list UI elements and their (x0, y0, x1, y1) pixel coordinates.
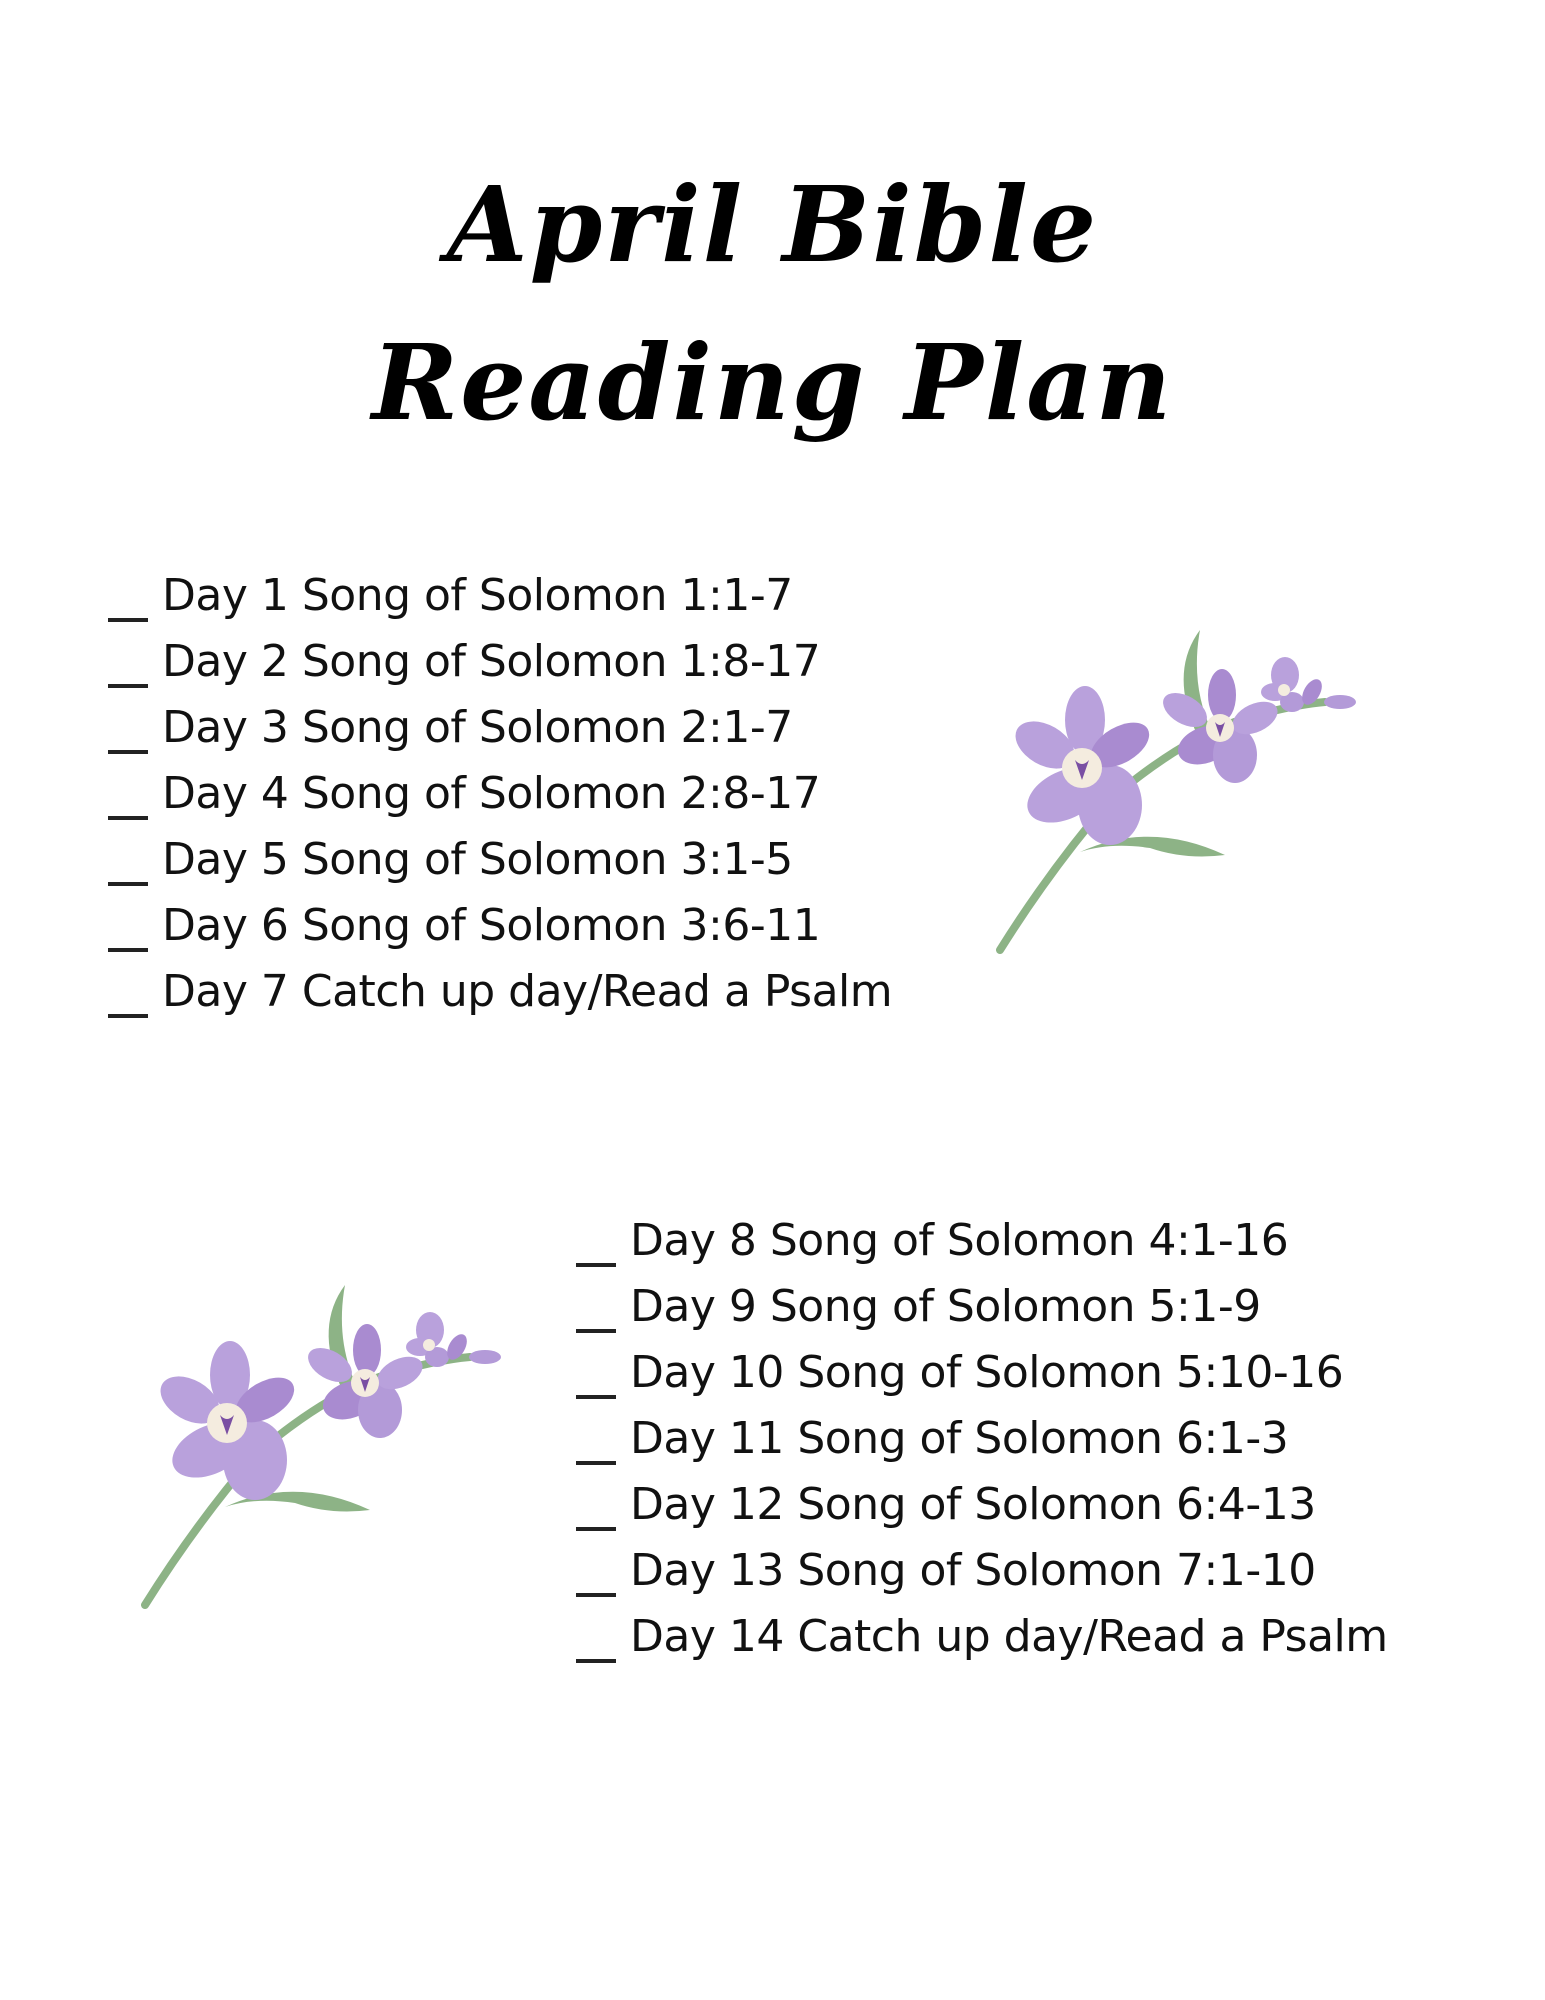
reading-item-label: Day 4 Song of Solomon 2:8-17 (162, 768, 821, 819)
reading-item-day-13 (576, 1538, 1388, 1604)
reading-item-day-8 (576, 1208, 1388, 1274)
checkbox-blank[interactable] (108, 618, 148, 622)
week-2-reading-list (576, 1208, 1388, 1670)
reading-item-day-10 (576, 1340, 1388, 1406)
reading-item-label: Day 5 Song of Solomon 3:1-5 (162, 834, 793, 885)
checkbox-blank[interactable] (576, 1395, 616, 1399)
checkbox-blank[interactable] (108, 750, 148, 754)
reading-item-label: Day 11 Song of Solomon 6:1-3 (630, 1413, 1289, 1464)
week-1-reading-list (108, 563, 892, 1025)
reading-item-label: Day 9 Song of Solomon 5:1-9 (630, 1281, 1261, 1332)
reading-item-day-4 (108, 761, 892, 827)
reading-item-day-2 (108, 629, 892, 695)
reading-item-day-6 (108, 893, 892, 959)
orchid-flower-large (152, 1341, 301, 1500)
reading-item-day-14 (576, 1604, 1388, 1670)
reading-item-day-3 (108, 695, 892, 761)
reading-item-label: Day 3 Song of Solomon 2:1-7 (162, 702, 793, 753)
page-title-line-2: Reading Plan (371, 321, 1174, 444)
checkbox-blank[interactable] (576, 1263, 616, 1267)
reading-item-label: Day 8 Song of Solomon 4:1-16 (630, 1215, 1289, 1266)
reading-item-label: Day 1 Song of Solomon 1:1-7 (162, 570, 793, 621)
checkbox-blank[interactable] (576, 1593, 616, 1597)
checkbox-blank[interactable] (576, 1329, 616, 1333)
checkbox-blank[interactable] (108, 882, 148, 886)
reading-item-label: Day 2 Song of Solomon 1:8-17 (162, 636, 821, 687)
checkbox-blank[interactable] (576, 1659, 616, 1663)
reading-item-label: Day 10 Song of Solomon 5:10-16 (630, 1347, 1344, 1398)
reading-item-day-1 (108, 563, 892, 629)
orchid-icon (990, 630, 1360, 960)
reading-item-day-9 (576, 1274, 1388, 1340)
checkbox-blank[interactable] (108, 948, 148, 952)
reading-item-label: Day 12 Song of Solomon 6:4-13 (630, 1479, 1316, 1530)
checkbox-blank[interactable] (108, 1014, 148, 1018)
orchid-icon (135, 1285, 505, 1615)
orchid-flower-large (1007, 686, 1156, 845)
orchid-flower-medium (302, 1324, 427, 1438)
reading-item-day-7 (108, 959, 892, 1025)
checkbox-blank[interactable] (576, 1527, 616, 1531)
orchid-buds (443, 1331, 501, 1364)
orchid-buds (1298, 676, 1356, 709)
reading-item-label: Day 7 Catch up day/Read a Psalm (162, 966, 893, 1017)
checkbox-blank[interactable] (108, 684, 148, 688)
reading-item-label: Day 6 Song of Solomon 3:6-11 (162, 900, 821, 951)
checkbox-blank[interactable] (108, 816, 148, 820)
page-title-line-1: April Bible (446, 163, 1099, 286)
reading-item-day-12 (576, 1472, 1388, 1538)
reading-item-label: Day 14 Catch up day/Read a Psalm (630, 1611, 1388, 1662)
reading-item-label: Day 13 Song of Solomon 7:1-10 (630, 1545, 1316, 1596)
orchid-flower-medium (1157, 669, 1282, 783)
checkbox-blank[interactable] (576, 1461, 616, 1465)
reading-item-day-5 (108, 827, 892, 893)
reading-item-day-11 (576, 1406, 1388, 1472)
